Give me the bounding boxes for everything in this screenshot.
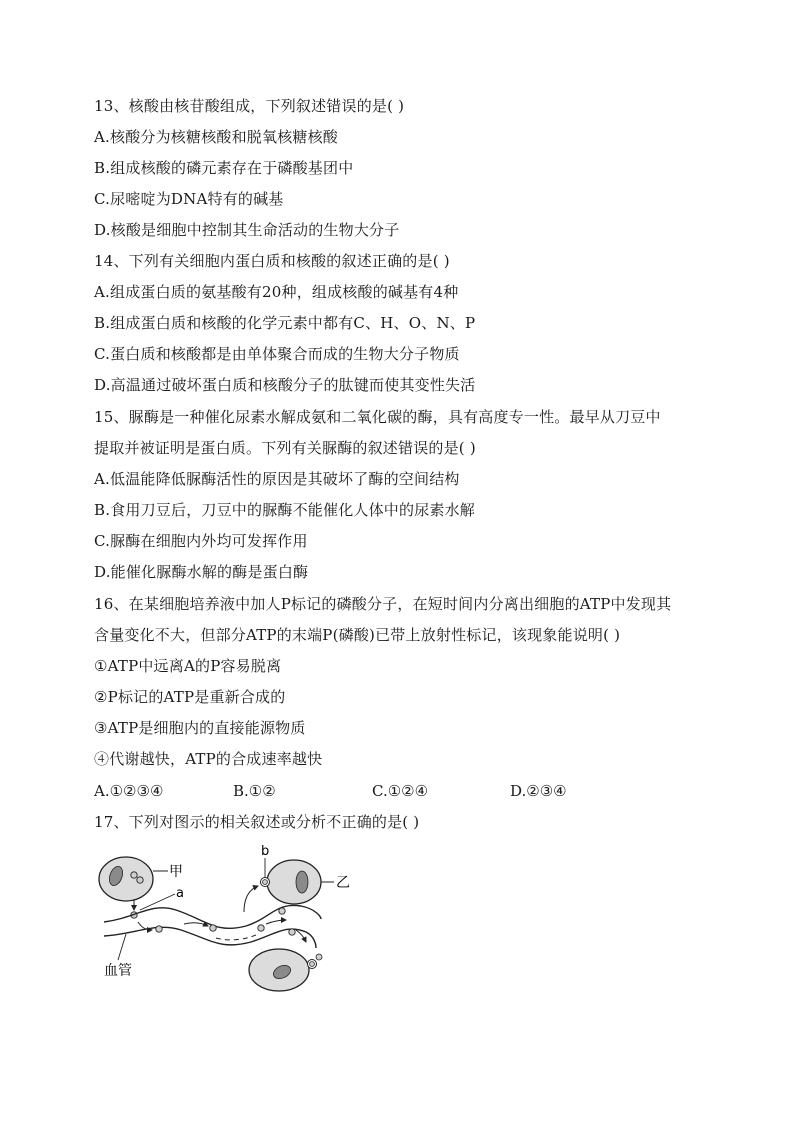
q13-stem: 13、核酸由核苷酸组成，下列叙述错误的是( ) bbox=[94, 97, 405, 115]
q16-choice-c: C.①②④ bbox=[372, 782, 429, 800]
q16-choice-d: D.②③④ bbox=[510, 782, 567, 800]
q16-stem-line2: 含量变化不大，但部分ATP的末端P(磷酸)已带上放射性标记，该现象能说明( ) bbox=[94, 626, 621, 644]
q13-option-b: B.组成核酸的磷元素存在于磷酸基团中 bbox=[94, 159, 354, 177]
q15-stem-line2: 提取并被证明是蛋白质。下列有关脲酶的叙述错误的是( ) bbox=[94, 439, 476, 457]
q14-option-c: C.蛋白质和核酸都是由单体聚合而成的生物大分子物质 bbox=[94, 345, 460, 363]
vessel-label-leader bbox=[118, 934, 126, 960]
label-a: a bbox=[176, 886, 184, 901]
q13-option-c: C.尿嘧啶为DNA特有的碱基 bbox=[94, 190, 284, 208]
q15-option-d: D.能催化脲酶水解的酶是蛋白酶 bbox=[94, 563, 309, 581]
q17-stem: 17、下列对图示的相关叙述或分析不正确的是( ) bbox=[94, 813, 420, 831]
q16-statement-1: ①ATP中远离A的P容易脱离 bbox=[94, 657, 282, 675]
label-vessel: 血管 bbox=[104, 963, 132, 979]
q14-stem: 14、下列有关细胞内蛋白质和核酸的叙述正确的是( ) bbox=[94, 252, 450, 270]
q13-option-d: D.核酸是细胞中控制其生命活动的生物大分子 bbox=[94, 221, 400, 239]
to-yi-arrow bbox=[244, 886, 258, 912]
q16-stem-line1: 16、在某细胞培养液中加人P标记的磷酸分子，在短时间内分离出细胞的ATP中发现其 bbox=[94, 595, 672, 613]
target-cell bbox=[249, 949, 322, 991]
q14-option-d: D.高温通过破坏蛋白质和核酸分子的肽键而使其变性失活 bbox=[94, 376, 476, 394]
label-yi: 乙 bbox=[336, 875, 350, 891]
q16-choice-b: B.①② bbox=[233, 782, 276, 800]
q15-option-a: A.低温能降低脲酶活性的原因是其破坏了酶的空间结构 bbox=[94, 470, 460, 488]
q16-choice-a: A.①②③④ bbox=[94, 782, 164, 800]
label-jia: 甲 bbox=[169, 864, 183, 880]
cell-signaling-diagram bbox=[96, 842, 366, 992]
q15-option-b: B.食用刀豆后，刀豆中的脲酶不能催化人体中的尿素水解 bbox=[94, 501, 475, 519]
label-b: b bbox=[261, 844, 270, 859]
q14-option-a: A.组成蛋白质的氨基酸有20种，组成核酸的碱基有4种 bbox=[94, 283, 459, 301]
blood-vessel bbox=[104, 905, 321, 948]
q14-option-b: B.组成蛋白质和核酸的化学元素中都有C、H、O、N、P bbox=[94, 314, 476, 332]
q15-option-c: C.脲酶在细胞内外均可发挥作用 bbox=[94, 532, 308, 550]
q13-option-a: A.核酸分为核糖核酸和脱氧核糖核酸 bbox=[94, 128, 339, 146]
q15-stem-line1: 15、脲酶是一种催化尿素水解成氨和二氧化碳的酶，具有高度专一性。最早从刀豆中 bbox=[94, 408, 661, 426]
q16-statement-2: ②P标记的ATP是重新合成的 bbox=[94, 688, 286, 706]
q16-statement-3: ③ATP是细胞内的直接能源物质 bbox=[94, 719, 306, 737]
cell-yi bbox=[261, 860, 322, 904]
q16-statement-4: ④代谢越快，ATP的合成速率越快 bbox=[94, 750, 323, 768]
cell-jia bbox=[99, 857, 153, 901]
